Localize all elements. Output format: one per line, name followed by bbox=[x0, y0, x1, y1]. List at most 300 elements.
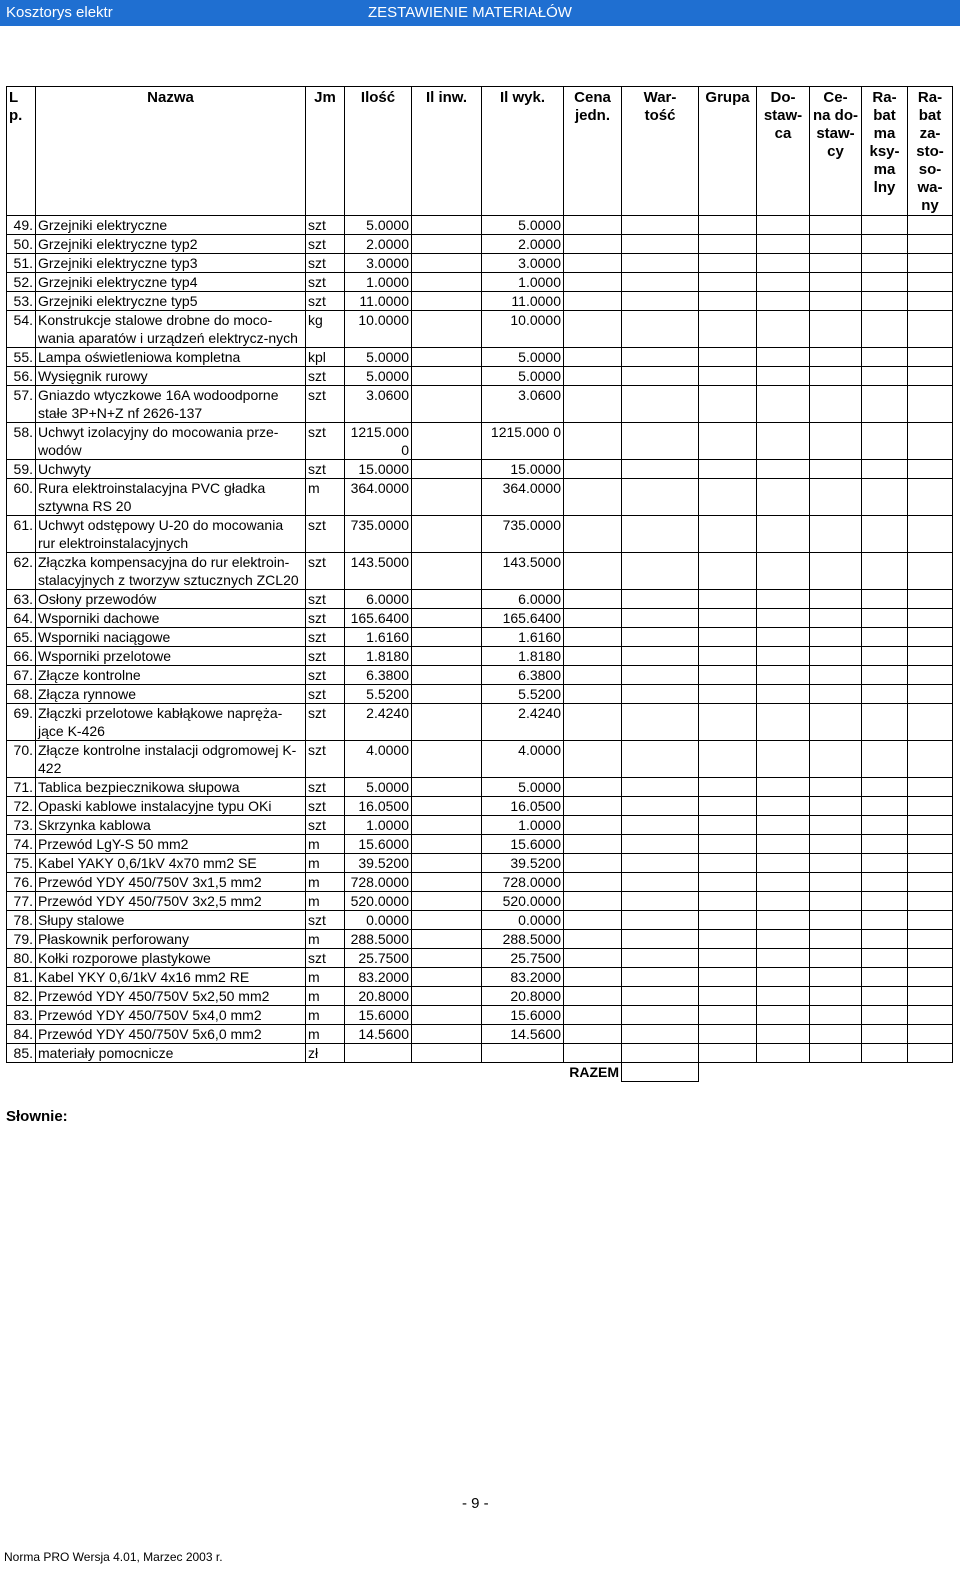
row-ilosc: 83.2000 bbox=[345, 968, 412, 987]
col-jm: Jm bbox=[306, 87, 345, 216]
row-empty-cell bbox=[699, 647, 757, 666]
row-wyk: 165.6400 bbox=[482, 609, 564, 628]
row-nazwa: Złącze kontrolne instalacji odgromowej K-422 bbox=[36, 741, 306, 778]
table-row bbox=[7, 911, 953, 930]
row-empty-cell bbox=[862, 1025, 908, 1044]
row-empty-cell bbox=[862, 609, 908, 628]
row-jm: szt bbox=[306, 516, 345, 553]
row-empty-cell bbox=[908, 348, 953, 367]
row-empty-cell bbox=[699, 216, 757, 235]
row-wyk: 3.0600 bbox=[482, 386, 564, 423]
row-lp: 51. bbox=[7, 254, 36, 273]
table-row bbox=[7, 273, 953, 292]
row-ilosc: 20.8000 bbox=[345, 987, 412, 1006]
row-empty-cell bbox=[862, 949, 908, 968]
row-empty-cell bbox=[757, 949, 810, 968]
row-lp: 75. bbox=[7, 854, 36, 873]
row-empty-cell bbox=[564, 911, 622, 930]
row-empty-cell bbox=[862, 386, 908, 423]
row-empty-cell bbox=[862, 987, 908, 1006]
col-lp: L p. bbox=[7, 87, 36, 216]
row-wyk: 15.0000 bbox=[482, 460, 564, 479]
row-ilosc: 5.0000 bbox=[345, 778, 412, 797]
row-empty-cell bbox=[757, 273, 810, 292]
row-ilosc: 288.5000 bbox=[345, 930, 412, 949]
row-empty-cell bbox=[862, 685, 908, 704]
row-empty-cell bbox=[757, 930, 810, 949]
row-jm: szt bbox=[306, 685, 345, 704]
row-nazwa: Grzejniki elektryczne typ2 bbox=[36, 235, 306, 254]
row-empty-cell bbox=[564, 609, 622, 628]
row-empty-cell bbox=[810, 628, 862, 647]
row-nazwa: Płaskownik perforowany bbox=[36, 930, 306, 949]
row-empty-cell bbox=[908, 1006, 953, 1025]
row-jm: szt bbox=[306, 423, 345, 460]
row-jm: szt bbox=[306, 292, 345, 311]
row-empty-cell bbox=[699, 778, 757, 797]
row-empty-cell bbox=[564, 987, 622, 1006]
row-empty-cell bbox=[862, 553, 908, 590]
row-jm: m bbox=[306, 1025, 345, 1044]
row-ilosc: 165.6400 bbox=[345, 609, 412, 628]
row-empty-cell bbox=[757, 590, 810, 609]
row-empty-cell bbox=[699, 254, 757, 273]
row-ilosc: 6.0000 bbox=[345, 590, 412, 609]
row-ilosc: 1.8180 bbox=[345, 647, 412, 666]
row-empty-cell bbox=[810, 835, 862, 854]
row-empty-cell bbox=[622, 423, 699, 460]
row-empty-cell bbox=[810, 778, 862, 797]
row-empty-cell bbox=[862, 628, 908, 647]
razem-label: RAZEM bbox=[7, 1063, 622, 1082]
row-lp: 68. bbox=[7, 685, 36, 704]
row-wyk: 5.0000 bbox=[482, 367, 564, 386]
row-empty-cell bbox=[699, 666, 757, 685]
row-empty-cell bbox=[810, 423, 862, 460]
row-empty-cell bbox=[908, 873, 953, 892]
row-inw bbox=[412, 367, 482, 386]
row-empty-cell bbox=[810, 292, 862, 311]
row-empty-cell bbox=[622, 685, 699, 704]
row-jm: m bbox=[306, 1006, 345, 1025]
row-empty-cell bbox=[699, 873, 757, 892]
row-empty-cell bbox=[564, 892, 622, 911]
table-row bbox=[7, 647, 953, 666]
row-ilosc: 25.7500 bbox=[345, 949, 412, 968]
row-lp: 52. bbox=[7, 273, 36, 292]
row-empty-cell bbox=[862, 460, 908, 479]
row-wyk: 288.5000 bbox=[482, 930, 564, 949]
row-empty-cell bbox=[622, 216, 699, 235]
row-empty-cell bbox=[908, 778, 953, 797]
row-lp: 62. bbox=[7, 553, 36, 590]
row-empty-cell bbox=[699, 1006, 757, 1025]
row-wyk: 520.0000 bbox=[482, 892, 564, 911]
row-wyk: 6.3800 bbox=[482, 666, 564, 685]
row-empty-cell bbox=[908, 704, 953, 741]
row-inw bbox=[412, 704, 482, 741]
row-empty-cell bbox=[908, 835, 953, 854]
row-wyk: 2.4240 bbox=[482, 704, 564, 741]
row-jm: szt bbox=[306, 949, 345, 968]
row-empty-cell bbox=[862, 854, 908, 873]
row-wyk: 5.0000 bbox=[482, 348, 564, 367]
row-jm: szt bbox=[306, 609, 345, 628]
table-row bbox=[7, 892, 953, 911]
row-empty-cell bbox=[622, 741, 699, 778]
row-empty-cell bbox=[757, 609, 810, 628]
row-empty-cell bbox=[810, 386, 862, 423]
row-empty-cell bbox=[564, 386, 622, 423]
row-empty-cell bbox=[699, 609, 757, 628]
row-empty-cell bbox=[908, 609, 953, 628]
row-empty-cell bbox=[699, 930, 757, 949]
row-empty-cell bbox=[908, 930, 953, 949]
row-jm: m bbox=[306, 479, 345, 516]
row-empty-cell bbox=[622, 1025, 699, 1044]
row-empty-cell bbox=[564, 216, 622, 235]
row-nazwa: Skrzynka kablowa bbox=[36, 816, 306, 835]
row-empty-cell bbox=[622, 892, 699, 911]
row-ilosc: 2.0000 bbox=[345, 235, 412, 254]
row-nazwa: Tablica bezpiecznikowa słupowa bbox=[36, 778, 306, 797]
row-empty-cell bbox=[622, 1006, 699, 1025]
row-lp: 82. bbox=[7, 987, 36, 1006]
row-empty-cell bbox=[810, 235, 862, 254]
row-nazwa: materiały pomocnicze bbox=[36, 1044, 306, 1063]
row-empty-cell bbox=[862, 367, 908, 386]
row-nazwa: Grzejniki elektryczne typ5 bbox=[36, 292, 306, 311]
row-empty-cell bbox=[862, 873, 908, 892]
col-cena-dostawcy: Ce- na do- staw- cy bbox=[810, 87, 862, 216]
col-ilosc: Ilość bbox=[345, 87, 412, 216]
row-jm: m bbox=[306, 892, 345, 911]
col-nazwa: Nazwa bbox=[36, 87, 306, 216]
row-empty-cell bbox=[622, 854, 699, 873]
row-empty-cell bbox=[810, 741, 862, 778]
row-jm: szt bbox=[306, 778, 345, 797]
row-empty-cell bbox=[757, 254, 810, 273]
row-empty-cell bbox=[862, 816, 908, 835]
app-title: Kosztorys elektr bbox=[6, 4, 113, 21]
row-nazwa: Złącze kontrolne bbox=[36, 666, 306, 685]
row-empty-cell bbox=[564, 1025, 622, 1044]
table-row bbox=[7, 1006, 953, 1025]
table-row bbox=[7, 386, 953, 423]
row-nazwa: Uchwyt izolacyjny do mocowania prze-wodów bbox=[36, 423, 306, 460]
row-nazwa: Kabel YAKY 0,6/1kV 4x70 mm2 SE bbox=[36, 854, 306, 873]
row-empty-cell bbox=[862, 479, 908, 516]
row-wyk: 1.0000 bbox=[482, 816, 564, 835]
row-empty-cell bbox=[699, 892, 757, 911]
row-wyk: 728.0000 bbox=[482, 873, 564, 892]
row-wyk: 3.0000 bbox=[482, 254, 564, 273]
table-row bbox=[7, 1044, 953, 1063]
col-cena: Cena jedn. bbox=[564, 87, 622, 216]
row-nazwa: Kołki rozporowe plastykowe bbox=[36, 949, 306, 968]
row-inw bbox=[412, 797, 482, 816]
row-empty-cell bbox=[908, 460, 953, 479]
row-nazwa: Grzejniki elektryczne typ4 bbox=[36, 273, 306, 292]
row-lp: 77. bbox=[7, 892, 36, 911]
row-empty-cell bbox=[622, 666, 699, 685]
row-empty-cell bbox=[699, 235, 757, 254]
row-empty-cell bbox=[757, 778, 810, 797]
row-empty-cell bbox=[862, 273, 908, 292]
row-ilosc: 6.3800 bbox=[345, 666, 412, 685]
row-ilosc: 39.5200 bbox=[345, 854, 412, 873]
row-empty-cell bbox=[699, 685, 757, 704]
row-empty-cell bbox=[564, 254, 622, 273]
row-empty-cell bbox=[699, 460, 757, 479]
row-empty-cell bbox=[622, 254, 699, 273]
table-row bbox=[7, 423, 953, 460]
row-empty-cell bbox=[699, 423, 757, 460]
row-ilosc: 5.0000 bbox=[345, 348, 412, 367]
row-ilosc: 15.6000 bbox=[345, 835, 412, 854]
row-empty-cell bbox=[757, 1006, 810, 1025]
row-empty-cell bbox=[699, 273, 757, 292]
row-empty-cell bbox=[757, 292, 810, 311]
row-ilosc: 15.6000 bbox=[345, 1006, 412, 1025]
table-row bbox=[7, 741, 953, 778]
row-empty-cell bbox=[757, 460, 810, 479]
row-jm: szt bbox=[306, 273, 345, 292]
row-empty-cell bbox=[622, 479, 699, 516]
row-empty-cell bbox=[622, 949, 699, 968]
row-wyk bbox=[482, 1044, 564, 1063]
row-ilosc: 364.0000 bbox=[345, 479, 412, 516]
row-lp: 67. bbox=[7, 666, 36, 685]
row-empty-cell bbox=[699, 590, 757, 609]
row-empty-cell bbox=[810, 348, 862, 367]
table-row bbox=[7, 516, 953, 553]
row-nazwa: Przewód LgY-S 50 mm2 bbox=[36, 835, 306, 854]
row-wyk: 14.5600 bbox=[482, 1025, 564, 1044]
row-empty-cell bbox=[862, 516, 908, 553]
table-row bbox=[7, 460, 953, 479]
row-lp: 59. bbox=[7, 460, 36, 479]
row-empty-cell bbox=[564, 423, 622, 460]
row-empty-cell bbox=[810, 609, 862, 628]
row-ilosc: 16.0500 bbox=[345, 797, 412, 816]
row-empty-cell bbox=[810, 1025, 862, 1044]
row-empty-cell bbox=[564, 685, 622, 704]
row-empty-cell bbox=[862, 968, 908, 987]
row-empty-cell bbox=[622, 292, 699, 311]
row-empty-cell bbox=[757, 516, 810, 553]
row-empty-cell bbox=[564, 348, 622, 367]
row-empty-cell bbox=[862, 348, 908, 367]
row-inw bbox=[412, 479, 482, 516]
row-lp: 80. bbox=[7, 949, 36, 968]
row-empty-cell bbox=[564, 873, 622, 892]
row-empty-cell bbox=[810, 460, 862, 479]
row-nazwa: Grzejniki elektryczne typ3 bbox=[36, 254, 306, 273]
row-empty-cell bbox=[862, 892, 908, 911]
row-wyk: 1.6160 bbox=[482, 628, 564, 647]
row-empty-cell bbox=[862, 590, 908, 609]
row-inw bbox=[412, 968, 482, 987]
row-empty-cell bbox=[757, 835, 810, 854]
row-lp: 56. bbox=[7, 367, 36, 386]
row-jm: m bbox=[306, 835, 345, 854]
row-ilosc: 728.0000 bbox=[345, 873, 412, 892]
row-empty-cell bbox=[757, 968, 810, 987]
row-nazwa: Osłony przewodów bbox=[36, 590, 306, 609]
row-ilosc: 2.4240 bbox=[345, 704, 412, 741]
row-empty-cell bbox=[564, 516, 622, 553]
row-empty-cell bbox=[862, 930, 908, 949]
row-lp: 54. bbox=[7, 311, 36, 348]
page-number: - 9 - bbox=[462, 1495, 489, 1512]
table-header-row bbox=[7, 87, 953, 216]
row-empty-cell bbox=[757, 386, 810, 423]
row-lp: 60. bbox=[7, 479, 36, 516]
row-ilosc: 4.0000 bbox=[345, 741, 412, 778]
row-empty-cell bbox=[757, 873, 810, 892]
row-ilosc: 11.0000 bbox=[345, 292, 412, 311]
row-ilosc: 15.0000 bbox=[345, 460, 412, 479]
row-nazwa: Złącza rynnowe bbox=[36, 685, 306, 704]
row-empty-cell bbox=[757, 348, 810, 367]
row-empty-cell bbox=[908, 367, 953, 386]
row-empty-cell bbox=[810, 685, 862, 704]
row-jm: szt bbox=[306, 553, 345, 590]
row-nazwa: Uchwyty bbox=[36, 460, 306, 479]
row-inw bbox=[412, 854, 482, 873]
table-row bbox=[7, 609, 953, 628]
row-empty-cell bbox=[862, 647, 908, 666]
row-empty-cell bbox=[862, 911, 908, 930]
row-lp: 50. bbox=[7, 235, 36, 254]
row-wyk: 1.0000 bbox=[482, 273, 564, 292]
row-empty-cell bbox=[564, 816, 622, 835]
razem-blank bbox=[699, 1063, 953, 1082]
row-inw bbox=[412, 254, 482, 273]
row-nazwa: Opaski kablowe instalacyjne typu OKi bbox=[36, 797, 306, 816]
row-jm: szt bbox=[306, 216, 345, 235]
row-inw bbox=[412, 666, 482, 685]
row-empty-cell bbox=[862, 423, 908, 460]
row-jm: szt bbox=[306, 590, 345, 609]
row-inw bbox=[412, 1044, 482, 1063]
row-empty-cell bbox=[810, 968, 862, 987]
table-row bbox=[7, 968, 953, 987]
row-empty-cell bbox=[757, 854, 810, 873]
row-inw bbox=[412, 873, 482, 892]
row-lp: 57. bbox=[7, 386, 36, 423]
row-empty-cell bbox=[862, 741, 908, 778]
table-row bbox=[7, 553, 953, 590]
col-dostawca: Do- staw- ca bbox=[757, 87, 810, 216]
row-jm: m bbox=[306, 987, 345, 1006]
row-inw bbox=[412, 778, 482, 797]
row-inw bbox=[412, 647, 482, 666]
row-empty-cell bbox=[908, 685, 953, 704]
row-lp: 79. bbox=[7, 930, 36, 949]
row-empty-cell bbox=[699, 553, 757, 590]
row-empty-cell bbox=[699, 292, 757, 311]
table-row bbox=[7, 254, 953, 273]
row-empty-cell bbox=[908, 292, 953, 311]
row-ilosc: 1.6160 bbox=[345, 628, 412, 647]
row-lp: 64. bbox=[7, 609, 36, 628]
razem-row bbox=[7, 1063, 953, 1082]
row-empty-cell bbox=[699, 854, 757, 873]
col-grupa: Grupa bbox=[699, 87, 757, 216]
row-wyk: 5.5200 bbox=[482, 685, 564, 704]
row-nazwa: Konstrukcje stalowe drobne do moco-wania aparatów i urządzeń elektrycz-nych bbox=[36, 311, 306, 348]
row-jm: m bbox=[306, 873, 345, 892]
row-wyk: 1215.000 0 bbox=[482, 423, 564, 460]
row-empty-cell bbox=[810, 892, 862, 911]
table-row bbox=[7, 835, 953, 854]
row-nazwa: Złączka kompensacyjna do rur elektroin-stalacyjnych z tworzyw sztucznych ZCL20 bbox=[36, 553, 306, 590]
table-row bbox=[7, 367, 953, 386]
row-lp: 66. bbox=[7, 647, 36, 666]
table-row bbox=[7, 873, 953, 892]
row-empty-cell bbox=[564, 273, 622, 292]
row-empty-cell bbox=[757, 628, 810, 647]
row-ilosc: 1.0000 bbox=[345, 273, 412, 292]
row-empty-cell bbox=[908, 816, 953, 835]
table-row bbox=[7, 797, 953, 816]
row-empty-cell bbox=[908, 1025, 953, 1044]
row-jm: szt bbox=[306, 367, 345, 386]
table-row bbox=[7, 628, 953, 647]
row-inw bbox=[412, 460, 482, 479]
table-row bbox=[7, 590, 953, 609]
row-empty-cell bbox=[908, 479, 953, 516]
row-lp: 72. bbox=[7, 797, 36, 816]
row-empty-cell bbox=[622, 778, 699, 797]
row-empty-cell bbox=[810, 254, 862, 273]
table-row bbox=[7, 949, 953, 968]
row-ilosc: 5.0000 bbox=[345, 216, 412, 235]
row-inw bbox=[412, 590, 482, 609]
row-empty-cell bbox=[757, 911, 810, 930]
row-empty-cell bbox=[699, 628, 757, 647]
row-empty-cell bbox=[699, 816, 757, 835]
row-empty-cell bbox=[757, 216, 810, 235]
row-empty-cell bbox=[622, 386, 699, 423]
row-lp: 81. bbox=[7, 968, 36, 987]
row-inw bbox=[412, 930, 482, 949]
row-wyk: 5.0000 bbox=[482, 778, 564, 797]
row-inw bbox=[412, 1025, 482, 1044]
row-empty-cell bbox=[622, 704, 699, 741]
row-empty-cell bbox=[622, 930, 699, 949]
row-lp: 53. bbox=[7, 292, 36, 311]
row-empty-cell bbox=[862, 1044, 908, 1063]
row-inw bbox=[412, 311, 482, 348]
row-empty-cell bbox=[564, 628, 622, 647]
row-ilosc: 520.0000 bbox=[345, 892, 412, 911]
row-nazwa: Złączki przelotowe kabłąkowe napręża-jące K-426 bbox=[36, 704, 306, 741]
row-jm: kg bbox=[306, 311, 345, 348]
row-empty-cell bbox=[908, 647, 953, 666]
row-nazwa: Lampa oświetleniowa kompletna bbox=[36, 348, 306, 367]
row-empty-cell bbox=[622, 835, 699, 854]
row-empty-cell bbox=[622, 553, 699, 590]
row-empty-cell bbox=[908, 854, 953, 873]
row-jm: szt bbox=[306, 741, 345, 778]
row-empty-cell bbox=[810, 590, 862, 609]
row-empty-cell bbox=[757, 479, 810, 516]
row-empty-cell bbox=[622, 873, 699, 892]
row-empty-cell bbox=[810, 516, 862, 553]
